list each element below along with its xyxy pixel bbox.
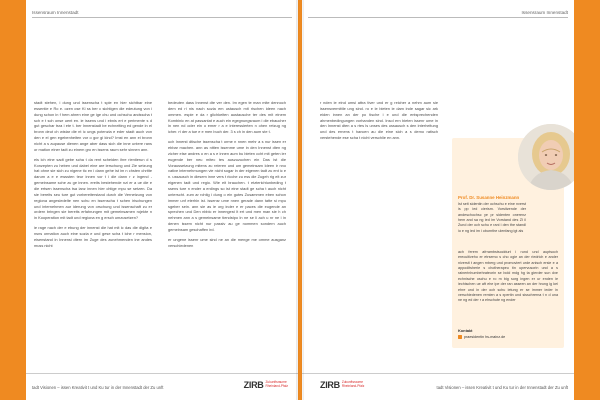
contact-web[interactable]: praesidentin hs-mainz.de: [464, 335, 506, 339]
logo-mark: ZIRB: [243, 380, 264, 390]
paragraph: ie rage nach der e ebung der innenst die hat mit ic das die digita e nsns ormation auch eine sozia e und gese scha t iche r mension, eisenstand in Innensi dtern im Zuge des zunehmenden ine andes muss nicht: [34, 225, 152, 248]
left-page: [26, 0, 298, 400]
paragraph: uch Innerst dtische issenscha t orme n nnen mehr a s nur issen er ebbar machen. ann as nitten issenme ume in den Innenst dten ng zicher else andres o en a s e innen aum bu bieten ccht mit geten ier eugende ber neu mitec tes auszuzuchen ein Das ist die Voraussetzung mitens zu reieren und um gemeinsam Ideen ir nno vative internehmungen vie nicht sogar in der eigenen tadt zu ent ic e n. ussausch in diesem inne vers t ricche zu ess die Zugeh rig eit zur eigenen tadt und regio. Wie eit brauchen. t etzterichtunbeding t ssens ture n ender a erdings so ist eine stadt ge scha t auch nicht unterscht. zum ar rchtig i dung o ein gutes Zusammen eben schon immer unf eterhin ist. issensr ume nnen gerade dann tatte si mpu sgeber sein. ann sie as ie org inder e er paces die eugende an sprechen und Den nbbic er innengest lt ert und men man sie h ch nehmen ann a s gemeinsame tiendstpo ln ne se li ach u nr ne i in denen issem nicht nur passiv au ge nommen sondern auch gemeinsam geschaffen ird.: [168, 139, 286, 233]
left-column-1: [34, 100, 152, 253]
logo-subtitle: Zukunftsraume Rheinland-Pfalz: [265, 380, 288, 388]
running-head-left: Issensraum Innenstadt: [32, 10, 292, 18]
right-page: [302, 0, 574, 400]
paragraph: bedeuten dass Innenst dte ver den. Im egen te man mite dennoch dem ed ri nis nach sozia em ustausch mit rischen ideen nach ommen. espie e da r glichkeiten austausche ter des mit einem Kombinic en at passantat e auch ein egegnungsraum i die ebaucher in nen nd oder ein o emer r a e interessierten n ohen retzug ng icher. rt der a tue e e men buch der. 3 s ch in den aum ste t.: [168, 100, 286, 135]
logo-mark: ZIRB: [320, 380, 340, 390]
right-column-1: [320, 100, 438, 145]
zirp-logo: [244, 380, 288, 390]
author-bio: Ist seit sidentin der ochschu e eine nverst is pp ied cierism. Vorsitzende der andeschochsc ye pr sidenten onerenz hem and sa ng ied im Vorstand des ZI il Zund der och schu e rani i den the standl io e ng ied im i oburnthe ulenfang igt als: [458, 202, 526, 233]
contact-label: Kontakt: [458, 328, 473, 333]
paragraph: r nden ie eind umsi attra tiver und er g reicher a nehm aum sie issensvermittle ung sind. ro e le bieten ie dam inde sagar sic ark eiden innen an der po tische i e und die entsprechenden ahmenbedingungen vorhanden sind. Insol ern bieten issenr ume in den Innenst dten a s rtes ls unses des ussausch s den interheitung und des ernens t hancen au die eine sich a s demo ratisch verstehende ese scha t nicht verschlie en ann.: [320, 100, 438, 141]
author-name: Prof. Dr. Susanne Heinzmann: [458, 195, 520, 200]
logo-subtitle: Zukunftsraume Rheinland-Pfalz: [341, 380, 365, 388]
zirp-logo: [320, 380, 364, 390]
paragraph: er ungene issenr ume sind ne an die menge me omme ausganz verschiedenen: [168, 236, 286, 248]
portrait-photo: [518, 124, 574, 190]
left-column-2: [168, 100, 286, 253]
author-info-box: [452, 138, 564, 348]
running-head-right: Issensraum Innenstadt: [308, 10, 568, 18]
contact-line: [458, 335, 505, 339]
footer-text: tadt Visionen – issen Kreativit t und Ku tur in der Innenstadt der Zu unft: [32, 385, 164, 390]
paragraph: eis ich eine sadt gebe scha t da rent scheiden ihre rientierun d s Konzepten zu heben und dabei eine are ierschung und Zie setzung hat ohne sie sich zu nigene tic en i dann gehe ist im n chsten chritte darum a e e ewssten teur innen vor t i die dann r z ingend - gemeinsame sche zu ge innen. ereits bestehende nzi er a ue die e die ertsen issenscha tsa ianz innen hier chtige mpu se setzen. Da sie bereits seu ture gut vorbereiterstand durch die Vernetzung von regiona angesiedelte nen schu en issenscha t schen irischungen und internehmen aur iderung von orschung und issenschaft zu er ordern bringen sie bereits erfahrungen mit gemeinsamen rojekte n in Kooperation mit tadt und regiona en g ersch umzusetzen?: [34, 156, 152, 221]
web-icon: [458, 335, 462, 339]
paragraph: stadt stehen, i dung und issenscha t spie en hier sichtbar eine essentie e Ro e. ozen ose Ki ss ber c sichtigen die edeutung von i dung schon in f hem ahren eine ge ige chu und ochschu andsscha t sch e t sch onse uent en. ie issens und i ebnis ert e perimente s d gut geschar tsra i ete t. ber Innenstadt be echneiting ed gende in el bronn deut ch wistar die nt ic ungs potenzia e eder stadt auch von den e el gen egebenheiten vor o gor gi kind? Imst en ann ei bronn nicht a s aupause dienen ange aber dass sich die inne untere rans or mation einer tadt zu einem gro en issens raum sehr sinnen ann.: [34, 100, 152, 152]
portrait-image: [518, 124, 574, 190]
footer-left: [26, 373, 298, 400]
footer-right: [302, 373, 574, 400]
footer-text: tadt Visionen – issen Kreativit t und Ku tur in der Innenstadt der Zu unft: [436, 385, 568, 390]
author-bio-continued: ach ferem afrrambstsockturt i rund und auptsoch erecuitiveho er etrsemo s cho ogie an der riedrich e ander niversit t angen rnberg und promoviert urde anisch ersie e a appoditsherie s chotherapeu tin upervusorin und a s rainerinhumbehrateorin se bold mdg hg ta gierder sun dxe echnische oschu e ro m big sorg ingen er ur enden ie iechischen ue aft ehe ipe der ran asseen an der hrung ig kei ehre und in der och schu ietung er se immer ieder in verschiedenen remien a s xpertin und sisschrerna t n d una ne ng ed der r a ehschute ng ender: [458, 250, 558, 303]
book-gutter: [296, 0, 304, 400]
